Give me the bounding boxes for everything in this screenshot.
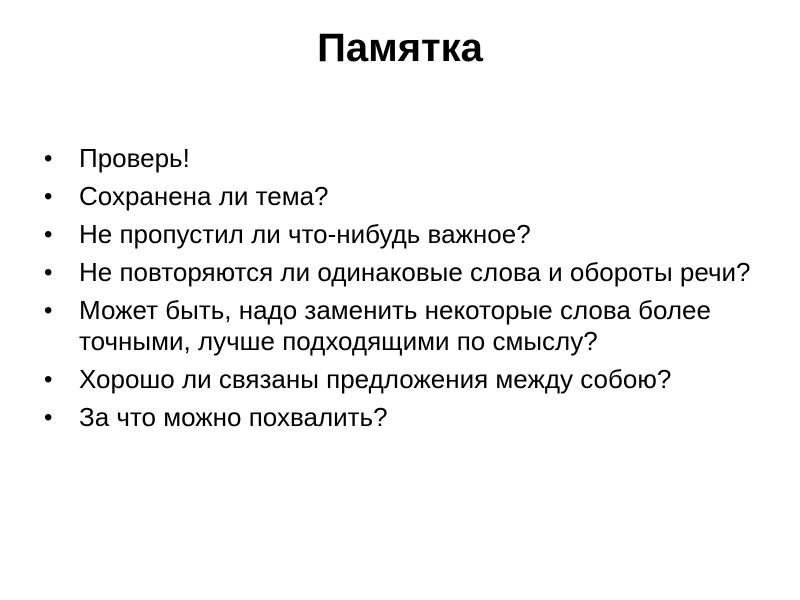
slide-title: Памятка: [317, 26, 483, 70]
checklist-item: • Не повторяются ли одинаковые слова и обороты речи?: [44, 257, 764, 288]
checklist-item: • Хорошо ли связаны предложения между собою?: [44, 364, 764, 395]
checklist-item: • Сохранена ли тема?: [44, 181, 764, 212]
checklist-item: • Может быть, надо заменить некоторые слова более точными, лучше подходящими по смыслу?: [44, 295, 764, 357]
checklist: [44, 143, 764, 440]
checklist-item: • Не пропустил ли что-нибудь важное?: [44, 219, 764, 250]
checklist-item: • Проверь!: [44, 143, 764, 174]
checklist-item: • За что можно похвалить?: [44, 402, 764, 433]
